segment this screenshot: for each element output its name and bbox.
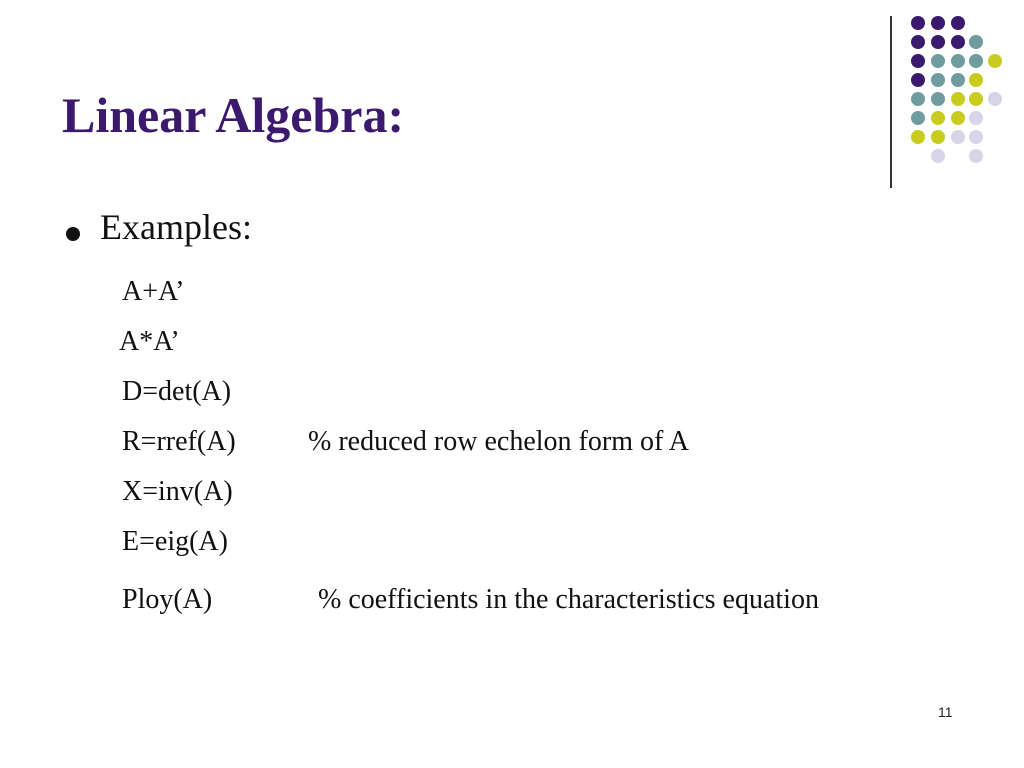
vertical-divider <box>890 16 892 188</box>
decorative-dot <box>931 73 945 87</box>
decorative-dot <box>969 73 983 87</box>
decorative-dot <box>969 149 983 163</box>
code-command: D=det(A) <box>122 376 232 407</box>
decorative-dot <box>951 73 965 87</box>
code-line <box>122 584 819 615</box>
code-line <box>122 528 228 556</box>
decorative-dot <box>951 92 965 106</box>
decorative-dot <box>969 92 983 106</box>
decorative-dot <box>951 16 965 30</box>
bullet-text: Examples: <box>100 207 252 247</box>
decorative-dot <box>911 35 925 49</box>
code-command: Ploy(A) <box>122 584 213 615</box>
decorative-dot <box>931 16 945 30</box>
decorative-dot <box>951 35 965 49</box>
decorative-dot <box>931 130 945 144</box>
slide-title: Linear Algebra: <box>62 87 405 143</box>
decorative-dot <box>969 111 983 125</box>
decorative-dot <box>911 16 925 30</box>
bullet-icon <box>66 227 80 241</box>
decorative-dot <box>931 54 945 68</box>
decorative-dot <box>931 149 945 163</box>
code-command: E=eig(A) <box>122 526 228 557</box>
decorative-dot <box>951 54 965 68</box>
decorative-dot <box>911 92 925 106</box>
code-command: A*A’ <box>119 326 180 357</box>
decorative-dot <box>988 54 1002 68</box>
decorative-dot <box>969 35 983 49</box>
code-line <box>122 378 231 406</box>
decorative-dot <box>911 54 925 68</box>
decorative-dot <box>931 92 945 106</box>
decorative-dot <box>951 130 965 144</box>
code-comment: % reduced row echelon form of A <box>308 426 689 457</box>
code-line <box>122 278 184 306</box>
decorative-dot <box>951 111 965 125</box>
decorative-dot <box>931 35 945 49</box>
decorative-dot <box>969 54 983 68</box>
page-number: 11 <box>938 704 953 720</box>
decorative-dot <box>911 111 925 125</box>
decorative-dot <box>988 92 1002 106</box>
code-line <box>119 328 180 356</box>
code-line <box>122 478 233 506</box>
code-line <box>122 426 689 457</box>
code-comment: % coefficients in the characteristics equation <box>318 584 819 615</box>
code-command: R=rref(A) <box>122 426 236 457</box>
decorative-dot <box>969 130 983 144</box>
decorative-dot <box>911 73 925 87</box>
code-command: X=inv(A) <box>122 476 233 507</box>
code-command: A+A’ <box>122 276 185 307</box>
decorative-dot <box>911 130 925 144</box>
decorative-dot <box>931 111 945 125</box>
